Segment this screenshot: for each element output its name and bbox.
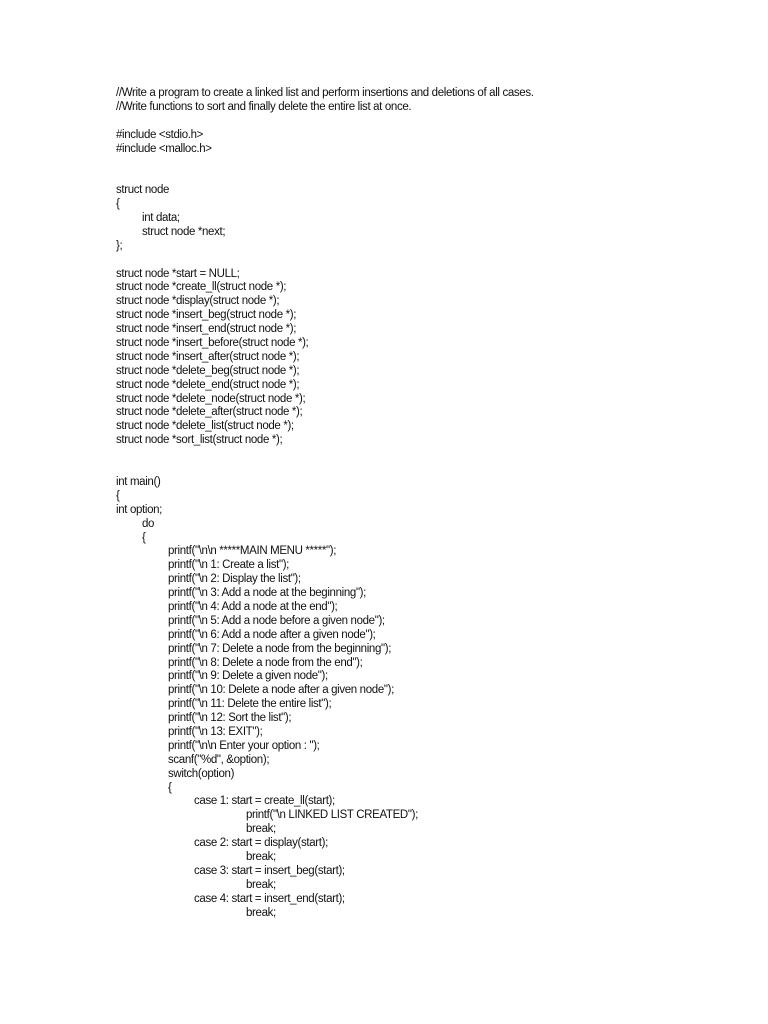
code-line: scanf("%d", &option);: [168, 753, 270, 766]
code-line: {: [116, 489, 120, 502]
code-line: struct node *insert_end(struct node *);: [116, 323, 297, 336]
code-line: case 1: start = create_ll(start);: [194, 795, 335, 808]
code-line: printf("\n\n *****MAIN MENU *****");: [168, 545, 337, 558]
code-line: //Write a program to create a linked list and perform insertions and deletions of all cases.: [116, 87, 534, 99]
code-line: printf("\n 4: Add a node at the end");: [168, 600, 338, 613]
code-line: printf("\n 5: Add a node before a given node");: [168, 614, 385, 627]
code-line: [116, 448, 756, 462]
code-line: struct node *delete_end(struct node *);: [116, 378, 300, 391]
code-line: [116, 115, 756, 129]
code-line: printf("\n 8: Delete a node from the end");: [168, 656, 363, 669]
code-line: struct node *create_ll(struct node *);: [116, 281, 287, 294]
code-line: //Write functions to sort and finally delete the entire list at once.: [116, 100, 412, 113]
code-line: #include <malloc.h>: [116, 142, 212, 155]
code-line: struct node *next;: [142, 225, 226, 238]
code-line: struct node *delete_beg(struct node *);: [116, 364, 300, 377]
code-line: [116, 254, 756, 268]
code-line: struct node *insert_after(struct node *);: [116, 350, 300, 363]
code-line: printf("\n 10: Delete a node after a given node");: [168, 684, 394, 697]
code-line: struct node *display(struct node *);: [116, 295, 280, 308]
code-line: #include <stdio.h>: [116, 128, 204, 141]
code-line: {: [142, 531, 146, 544]
code-line: struct node *delete_node(struct node *);: [116, 392, 306, 405]
code-line: case 4: start = insert_end(start);: [194, 892, 345, 905]
code-line: break;: [246, 906, 276, 919]
code-line: printf("\n 13: EXIT");: [168, 725, 263, 738]
code-line: int option;: [116, 503, 163, 516]
code-line: struct node *delete_after(struct node *);: [116, 406, 303, 419]
code-line: break;: [246, 850, 276, 863]
code-line: printf("\n 3: Add a node at the beginning");: [168, 587, 366, 600]
code-line: int main(): [116, 475, 161, 488]
code-line: break;: [246, 878, 276, 891]
code-line: case 3: start = insert_beg(start);: [194, 864, 345, 877]
code-line: struct node: [116, 184, 170, 197]
code-line: printf("\n 6: Add a node after a given node");: [168, 628, 376, 641]
code-line: [116, 170, 756, 184]
code-line: int data;: [142, 212, 180, 225]
code-line: switch(option): [168, 767, 235, 780]
code-line: break;: [246, 823, 276, 836]
code-line: printf("\n 1: Create a list");: [168, 559, 290, 572]
code-line: };: [116, 239, 123, 252]
code-line: printf("\n 2: Display the list");: [168, 573, 301, 586]
code-line: {: [116, 198, 120, 211]
code-line: printf("\n 12: Sort the list");: [168, 712, 292, 725]
code-line: printf("\n LINKED LIST CREATED");: [246, 809, 418, 822]
code-line: struct node *sort_list(struct node *);: [116, 434, 283, 447]
code-line: printf("\n\n Enter your option : ");: [168, 739, 320, 752]
code-line: struct node *delete_list(struct node *);: [116, 420, 294, 433]
code-line: [116, 462, 756, 476]
code-line: case 2: start = display(start);: [194, 837, 328, 850]
code-line: [116, 156, 756, 170]
code-line: printf("\n 9: Delete a given node");: [168, 670, 328, 683]
code-line: struct node *insert_before(struct node *);: [116, 337, 309, 350]
code-line: struct node *insert_beg(struct node *);: [116, 309, 297, 322]
code-line: struct node *start = NULL;: [116, 267, 240, 280]
code-line: printf("\n 7: Delete a node from the beginning");: [168, 642, 392, 655]
code-line: {: [168, 781, 172, 794]
code-document: [116, 87, 756, 920]
code-line: do: [142, 517, 155, 530]
code-line: printf("\n 11: Delete the entire list");: [168, 698, 332, 711]
